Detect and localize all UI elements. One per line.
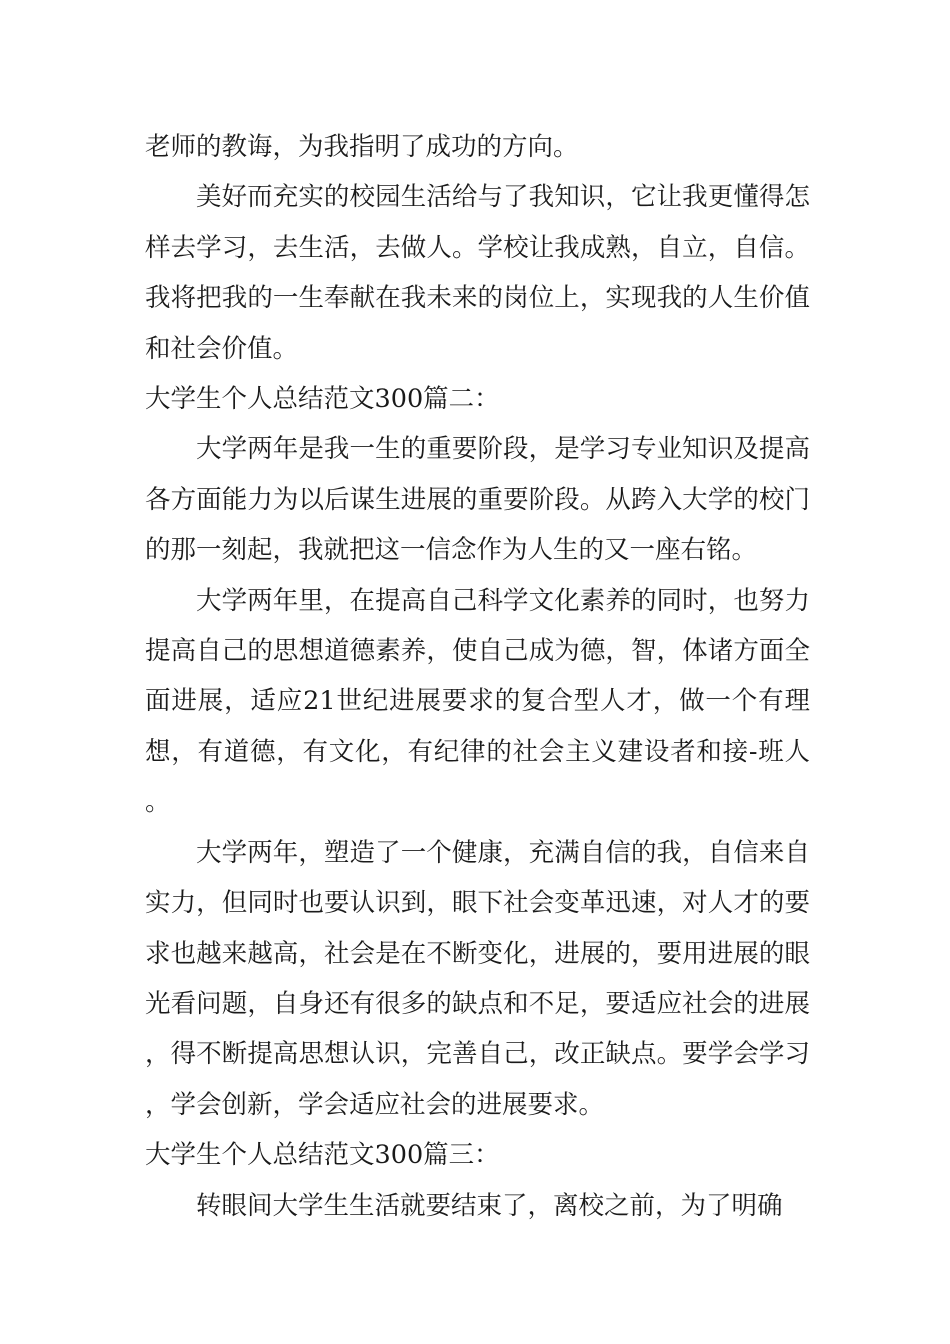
paragraph-campus-life: 美好而充实的校园生活给与了我知识，它让我更懂得怎样去学习，去生活，去做人。学校让我成熟，自立，自信。我将把我的一生奉献在我未来的岗位上，实现我的人生价值和社会价值。: [145, 182, 810, 364]
paragraph-continuation: 老师的教诲，为我指明了成功的方向。: [145, 132, 579, 162]
section-heading-three: 大学生个人总结范文300篇三：: [145, 1140, 500, 1171]
paragraph-two-years-stage: 大学两年是我一生的重要阶段，是学习专业知识及提高各方面能力为以后谋生进展的重要阶段。从跨入大学的校门的那一刻起，我就把这一信念作为人生的又一座右铭。: [145, 434, 810, 566]
paragraph-ending: 转眼间大学生生活就要结束了，离校之前，为了明确: [196, 1190, 783, 1221]
document-body: [145, 122, 810, 1231]
paragraph-two-years-growth: 大学两年里，在提高自己科学文化素养的同时，也努力提高自己的思想道德素养，使自己成为德，智，体诸方面全面进展，适应21世纪进展要求的复合型人才，做一个有理想，有道德，有文化，有纪律的社会主义建设者和接-班人。: [145, 585, 810, 818]
section-heading-two: 大学生个人总结范文300篇二：: [145, 384, 500, 415]
paragraph-confidence: 大学两年，塑造了一个健康，充满自信的我，自信来自实力，但同时也要认识到，眼下社会变革迅速，对人才的要求也越来越高，社会是在不断变化，进展的，要用进展的眼光看问题，自身还有很多的缺点和不足，要适应社会的进展，得不断提高思想认识，完善自己，改正缺点。要学会学习，学会创新，学会适应社会的进展要求。: [145, 837, 810, 1120]
